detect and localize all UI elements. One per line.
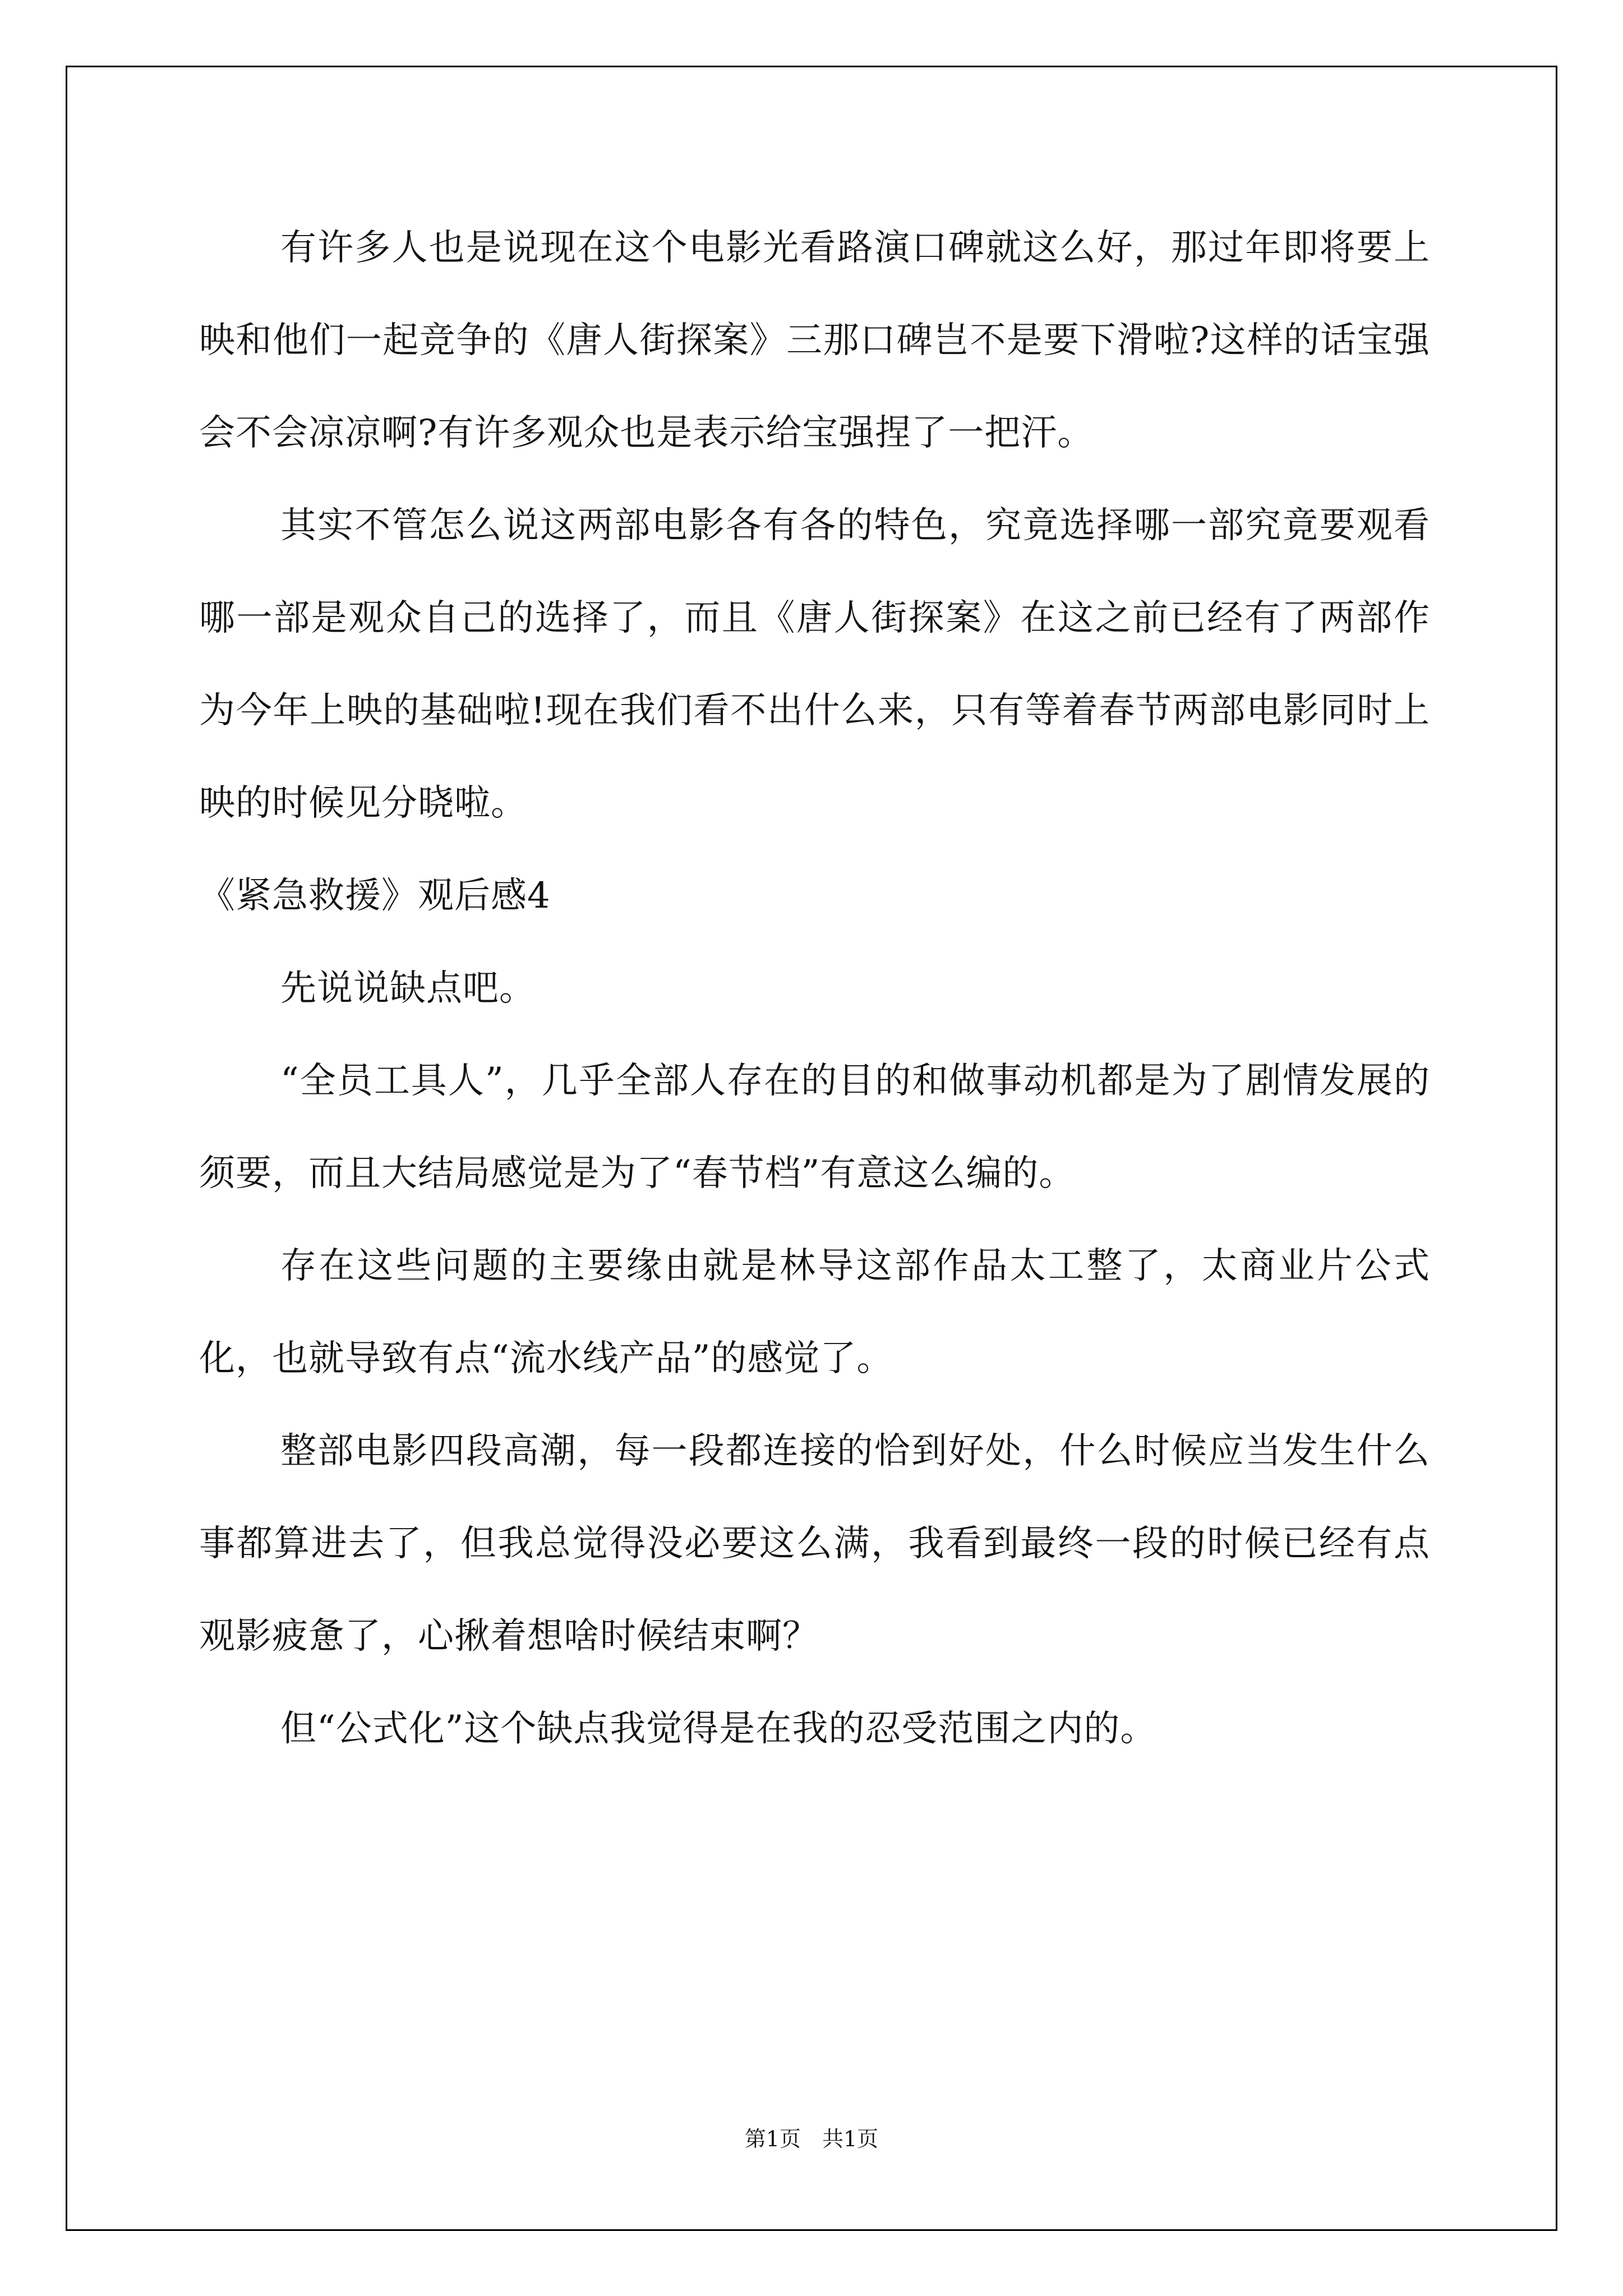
paragraph-1: 有许多人也是说现在这个电影光看路演口碑就这么好，那过年即将要上映和他们一起竞争的《唐人街探案》三那口碑岂不是要下滑啦?这样的话宝强会不会凉凉啊?有许多观众也是表示给宝强捏了一把汗。	[199, 227, 1430, 454]
paragraph-7: 但“公式化”这个缺点我觉得是在我的忍受范围之内的。	[280, 1708, 1157, 1750]
paragraph-2: 其实不管怎么说这两部电影各有各的特色，究竟选择哪一部究竟要观看哪一部是观众自己的选择了，而且《唐人街探案》在这之前已经有了两部作为今年上映的基础啦!现在我们看不出什么来，只有等着春节两部电影同时上映的时候见分晓啦。	[199, 505, 1430, 824]
paragraph-6: 整部电影四段高潮，每一段都连接的恰到好处，什么时候应当发生什么事都算进去了，但我总觉得没必要这么满，我看到最终一段的时候已经有点观影疲惫了，心揪着想啥时候结束啊？	[199, 1430, 1430, 1657]
paragraph-5: 存在这些问题的主要缘由就是林导这部作品太工整了，太商业片公式化，也就导致有点“流水线产品”的感觉了。	[199, 1245, 1430, 1379]
paragraph-4: “全员工具人”，几乎全部人存在的目的和做事动机都是为了剧情发展的须要，而且大结局感觉是为了“春节档”有意这么编的。	[199, 1060, 1430, 1194]
paragraph-3: 先说说缺点吧。	[280, 968, 536, 1009]
page-footer: 第1页 共1页	[744, 2127, 879, 2151]
section-heading: 《紧急救援》观后感4	[199, 875, 551, 917]
document-body	[199, 202, 1430, 1775]
